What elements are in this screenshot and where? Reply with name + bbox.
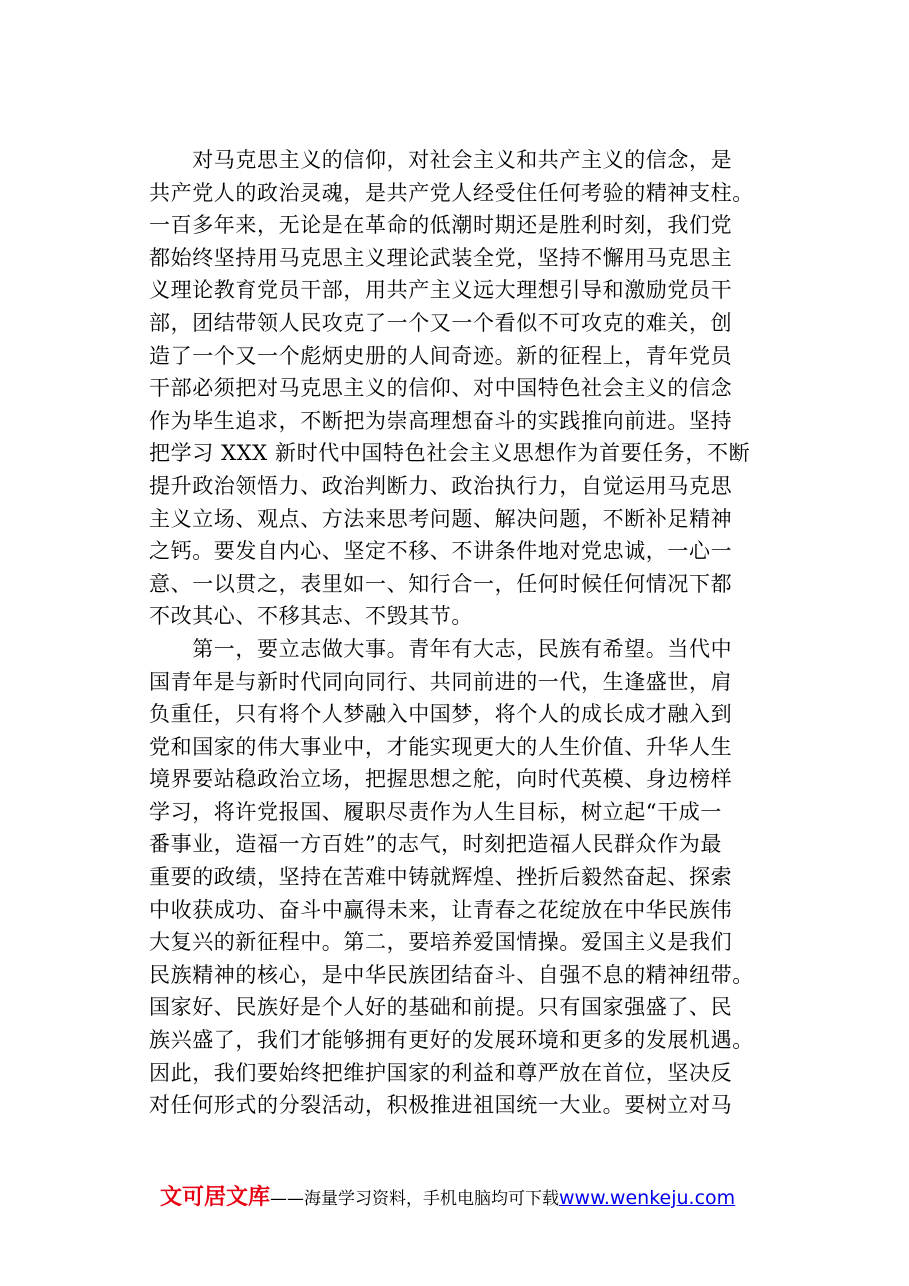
text-line: 对马克思主义的信仰，对社会主义和共产主义的信念，是 [149,148,733,172]
text-line: 境界要站稳政治立场，把握思想之舵，向时代英模、身边榜样 [149,767,733,792]
text-line: 共产党人的政治灵魂，是共产党人经受住任何考验的精神支柱。 [149,180,754,205]
text-line: 提升政治领悟力、政治判断力、政治执行力，自觉运用马克思 [149,473,733,498]
footer-slogan: ——海量学习资料，手机电脑均可下载 [270,1189,560,1209]
footer-banner [160,1180,800,1216]
text-line: 民族精神的核心，是中华民族团结奋斗、自强不息的精神纽带。 [149,962,754,987]
footer-url-link[interactable]: www.wenkeju.com [559,1187,736,1209]
text-line: 一百多年来，无论是在革命的低潮时期还是胜利时刻，我们党 [149,213,733,238]
text-line: 国家好、民族好是个人好的基础和前提。只有国家强盛了、民 [149,995,733,1020]
text-line: 中收获成功、奋斗中赢得未来，让青春之花绽放在中华民族伟 [149,897,733,922]
text-line: 学习，将许党报国、履职尽责作为人生目标，树立起“干成一 [149,799,722,824]
text-line: 把学习 XXX 新时代中国特色社会主义思想作为首要任务，不断 [149,441,751,466]
text-line: 主义立场、观点、方法来思考问题、解决问题，不断补足精神 [149,506,733,531]
text-line: 部，团结带领人民攻克了一个又一个看似不可攻克的难关，创 [149,310,733,335]
text-line: 族兴盛了，我们才能够拥有更好的发展环境和更多的发展机遇。 [149,1028,754,1053]
text-line: 因此，我们要始终把维护国家的利益和尊严放在首位，坚决反 [149,1060,733,1085]
text-line: 负重任，只有将个人梦融入中国梦，将个人的成长成才融入到 [149,702,733,727]
text-line: 党和国家的伟大事业中，才能实现更大的人生价值、升华人生 [149,734,733,759]
text-line: 重要的政绩，坚持在苦难中铸就辉煌、挫折后毅然奋起、探索 [149,865,733,890]
text-line: 作为毕生追求，不断把为崇高理想奋斗的实践推向前进。坚持 [149,408,733,433]
text-line: 意、一以贯之，表里如一、知行合一，任何时候任何情况下都 [149,571,733,596]
text-line: 干部必须把对马克思主义的信仰、对中国特色社会主义的信念 [149,376,733,401]
text-line: 之钙。要发自内心、坚定不移、不讲条件地对党忠诚，一心一 [149,539,733,564]
text-line: 大复兴的新征程中。第二，要培养爱国情操。爱国主义是我们 [149,930,733,955]
footer-brand: 文可居文库 [160,1185,271,1210]
text-line: 对任何形式的分裂活动，积极推进祖国统一大业。要树立对马 [149,1093,733,1118]
document-body [149,144,789,1122]
text-line: 国青年是与新时代同向同行、共同前进的一代，生逢盛世，肩 [149,669,733,694]
text-line: 造了一个又一个彪炳史册的人间奇迹。新的征程上，青年党员 [149,343,733,368]
text-line: 义理论教育党员干部，用共产主义远大理想引导和激励党员干 [149,278,733,303]
text-line: 第一，要立志做大事。青年有大志，民族有希望。当代中 [149,636,733,661]
text-line: 番事业，造福一方百姓”的志气，时刻把造福人民群众作为最 [149,832,722,857]
text-line: 都始终坚持用马克思主义理论武装全党，坚持不懈用马克思主 [149,245,733,270]
text-line: 不改其心、不移其志、不毁其节。 [149,604,473,629]
